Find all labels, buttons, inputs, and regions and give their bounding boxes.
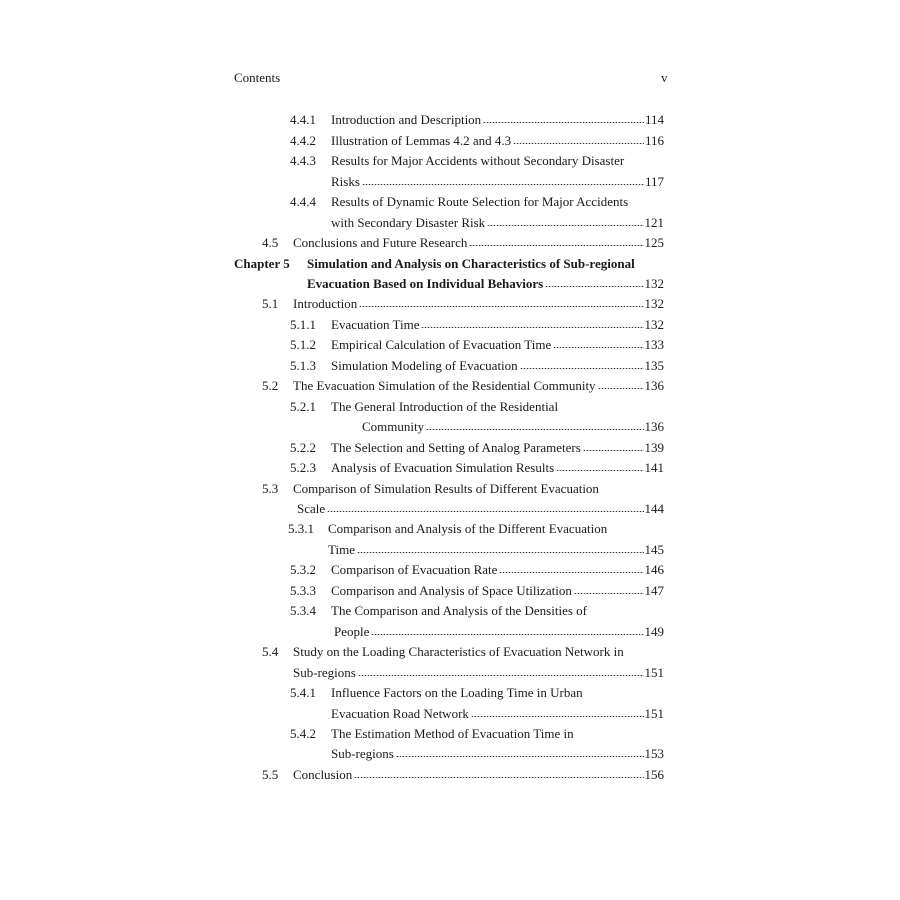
entry-page: 136 (644, 378, 664, 393)
entry-page: 146 (644, 562, 664, 577)
running-header-page-number: v (661, 70, 668, 85)
entry-number: 5.2.2 (290, 440, 316, 455)
entry-page: 132 (644, 276, 664, 291)
entry-leader-line (331, 704, 664, 724)
entry-page: 151 (644, 665, 664, 680)
toc-entry (0, 519, 900, 539)
entry-title: Scale (297, 501, 326, 516)
entry-page: 121 (644, 215, 664, 230)
chapter-title-line1: Simulation and Analysis on Characteristics of Sub-regional (307, 256, 635, 271)
entry-leader-line (293, 376, 664, 396)
entry-number: 4.4.4 (290, 194, 316, 209)
entry-leader-line (331, 335, 664, 355)
toc-entry (0, 315, 900, 335)
dot-leader (471, 716, 644, 717)
dot-leader (359, 306, 643, 307)
dot-leader (421, 327, 643, 328)
entry-leader-line (331, 172, 664, 192)
entry-title: Comparison of Evacuation Rate (331, 562, 498, 577)
entry-page: 147 (644, 583, 664, 598)
entry-number: 5.4 (262, 644, 279, 659)
toc-entry (0, 683, 900, 703)
entry-number: 5.3.1 (288, 521, 314, 536)
entry-page: 136 (644, 419, 664, 434)
entry-leader-line (331, 213, 664, 233)
chapter-title: Evacuation Based on Individual Behaviors (307, 276, 544, 291)
entry-number: 5.5 (262, 767, 279, 782)
dot-leader (357, 552, 644, 553)
chapter-number: Chapter 5 (234, 256, 290, 271)
entry-title: The Selection and Setting of Analog Parameters (331, 440, 581, 455)
entry-number: 5.2 (262, 378, 279, 393)
dot-leader (358, 675, 644, 676)
toc-entry (0, 397, 900, 417)
entry-title-line1: The Estimation Method of Evacuation Time in (331, 726, 574, 741)
entry-leader-line (331, 110, 664, 130)
toc-entry (0, 294, 900, 314)
entry-number: 5.1.2 (290, 337, 316, 352)
entry-title-line1: Results of Dynamic Route Selection for Major Accidents (331, 194, 629, 209)
entry-title: Risks (331, 174, 360, 189)
entry-title: Sub-regions (331, 746, 394, 761)
toc-entry (0, 642, 900, 662)
entry-number: 5.3 (262, 481, 279, 496)
toc-entry (0, 151, 900, 171)
entry-leader-line (331, 458, 664, 478)
entry-title: The Evacuation Simulation of the Residential Community (293, 378, 596, 393)
entry-title: Illustration of Lemmas 4.2 and 4.3 (331, 133, 512, 148)
dot-leader (327, 511, 643, 512)
entry-leader-line (362, 417, 664, 437)
entry-title-line1: The General Introduction of the Residential (331, 399, 559, 414)
toc-entry (0, 560, 900, 580)
entry-leader-line (293, 233, 664, 253)
toc-entry-continuation (0, 704, 900, 724)
entry-number: 4.5 (262, 235, 279, 250)
toc-entry-continuation (0, 499, 900, 519)
entry-leader-line (331, 560, 664, 580)
entry-leader-line (331, 131, 664, 151)
entry-leader-line (297, 499, 664, 519)
toc-entry-continuation (0, 172, 900, 192)
toc-entry (0, 356, 900, 376)
entry-leader-line (293, 294, 664, 314)
entry-leader-line (331, 744, 664, 764)
entry-number: 5.4.2 (290, 726, 316, 741)
running-header-title: Contents (234, 70, 281, 85)
dot-leader (499, 572, 643, 573)
entry-number: 5.3.3 (290, 583, 316, 598)
entry-title: Empirical Calculation of Evacuation Time (331, 337, 552, 352)
toc-entry-continuation (0, 540, 900, 560)
toc-entry-continuation (0, 213, 900, 233)
entry-page: 139 (644, 440, 664, 455)
dot-leader (513, 143, 644, 144)
entry-leader-line (331, 581, 664, 601)
entry-title: Introduction and Description (331, 112, 482, 127)
entry-page: 149 (644, 624, 664, 639)
toc-entry (0, 765, 900, 785)
entry-number: 5.3.4 (290, 603, 316, 618)
entry-number: 5.2.1 (290, 399, 316, 414)
dot-leader (574, 593, 644, 594)
toc-chapter-continuation (0, 274, 900, 294)
entry-title: Community (362, 419, 425, 434)
entry-title: Simulation Modeling of Evacuation (331, 358, 518, 373)
dot-leader (487, 225, 643, 226)
entry-title: Conclusion (293, 767, 353, 782)
entry-page: 141 (644, 460, 664, 475)
entry-leader-line (334, 622, 664, 642)
dot-leader (553, 347, 643, 348)
entry-page: 151 (644, 706, 664, 721)
entry-number: 4.4.1 (290, 112, 316, 127)
entry-title: Comparison and Analysis of Space Utilization (331, 583, 572, 598)
entry-number: 5.1 (262, 296, 279, 311)
toc-entry (0, 601, 900, 621)
toc-entry-continuation (0, 622, 900, 642)
dot-leader (371, 634, 643, 635)
entry-title: with Secondary Disaster Risk (331, 215, 486, 230)
entry-leader-line (331, 438, 664, 458)
dot-leader (483, 122, 644, 123)
toc-entry-continuation (0, 417, 900, 437)
entry-page: 133 (644, 337, 664, 352)
entry-page: 132 (644, 317, 664, 332)
toc-entry (0, 335, 900, 355)
entry-title: Introduction (293, 296, 358, 311)
entry-title-line1: The Comparison and Analysis of the Densities of (331, 603, 587, 618)
dot-leader (426, 429, 643, 430)
entry-page: 135 (644, 358, 664, 373)
dot-leader (598, 388, 644, 389)
toc-entry (0, 724, 900, 744)
toc-entry (0, 581, 900, 601)
entry-page: 156 (644, 767, 664, 782)
dot-leader (520, 368, 644, 369)
entry-title-line1: Comparison of Simulation Results of Different Evacuation (293, 481, 599, 496)
dot-leader (362, 184, 644, 185)
dot-leader (583, 450, 644, 451)
entry-title-line1: Comparison and Analysis of the Different Evacuation (328, 521, 608, 536)
entry-title: Time (328, 542, 355, 557)
entry-leader-line (307, 274, 664, 294)
entry-leader-line (293, 765, 664, 785)
entry-number: 4.4.2 (290, 133, 316, 148)
entry-title: Sub-regions (293, 665, 356, 680)
entry-page: 145 (644, 542, 664, 557)
entry-number: 5.2.3 (290, 460, 316, 475)
toc-entry (0, 192, 900, 212)
entry-leader-line (331, 315, 664, 335)
entry-leader-line (331, 356, 664, 376)
dot-leader (354, 777, 643, 778)
toc-entry-continuation (0, 744, 900, 764)
entry-number: 5.1.1 (290, 317, 316, 332)
entry-page: 153 (644, 746, 664, 761)
entry-number: 5.1.3 (290, 358, 316, 373)
entry-title-line1: Results for Major Accidents without Secondary Disaster (331, 153, 625, 168)
toc-entry (0, 376, 900, 396)
toc-entry-continuation (0, 663, 900, 683)
entry-title: Evacuation Time (331, 317, 420, 332)
entry-page: 117 (644, 174, 664, 189)
toc-chapter-entry (0, 254, 900, 274)
dot-leader (469, 245, 643, 246)
entry-title: Analysis of Evacuation Simulation Results (331, 460, 555, 475)
entry-title: Conclusions and Future Research (293, 235, 468, 250)
entry-leader-line (293, 663, 664, 683)
toc-entry (0, 131, 900, 151)
entry-page: 116 (644, 133, 664, 148)
entry-page: 114 (644, 112, 664, 127)
toc-entry (0, 479, 900, 499)
dot-leader (396, 756, 644, 757)
dot-leader (556, 470, 643, 471)
toc-entry (0, 110, 900, 130)
toc-entry (0, 458, 900, 478)
entry-page: 132 (644, 296, 664, 311)
toc-entry (0, 438, 900, 458)
entry-title: People (334, 624, 370, 639)
entry-page: 125 (644, 235, 664, 250)
entry-title-line1: Study on the Loading Characteristics of Evacuation Network in (293, 644, 624, 659)
dot-leader (545, 286, 643, 287)
entry-title-line1: Influence Factors on the Loading Time in Urban (331, 685, 583, 700)
entry-number: 5.3.2 (290, 562, 316, 577)
entry-page: 144 (644, 501, 664, 516)
entry-number: 4.4.3 (290, 153, 316, 168)
entry-leader-line (328, 540, 664, 560)
toc-entry (0, 233, 900, 253)
entry-title: Evacuation Road Network (331, 706, 469, 721)
entry-number: 5.4.1 (290, 685, 316, 700)
